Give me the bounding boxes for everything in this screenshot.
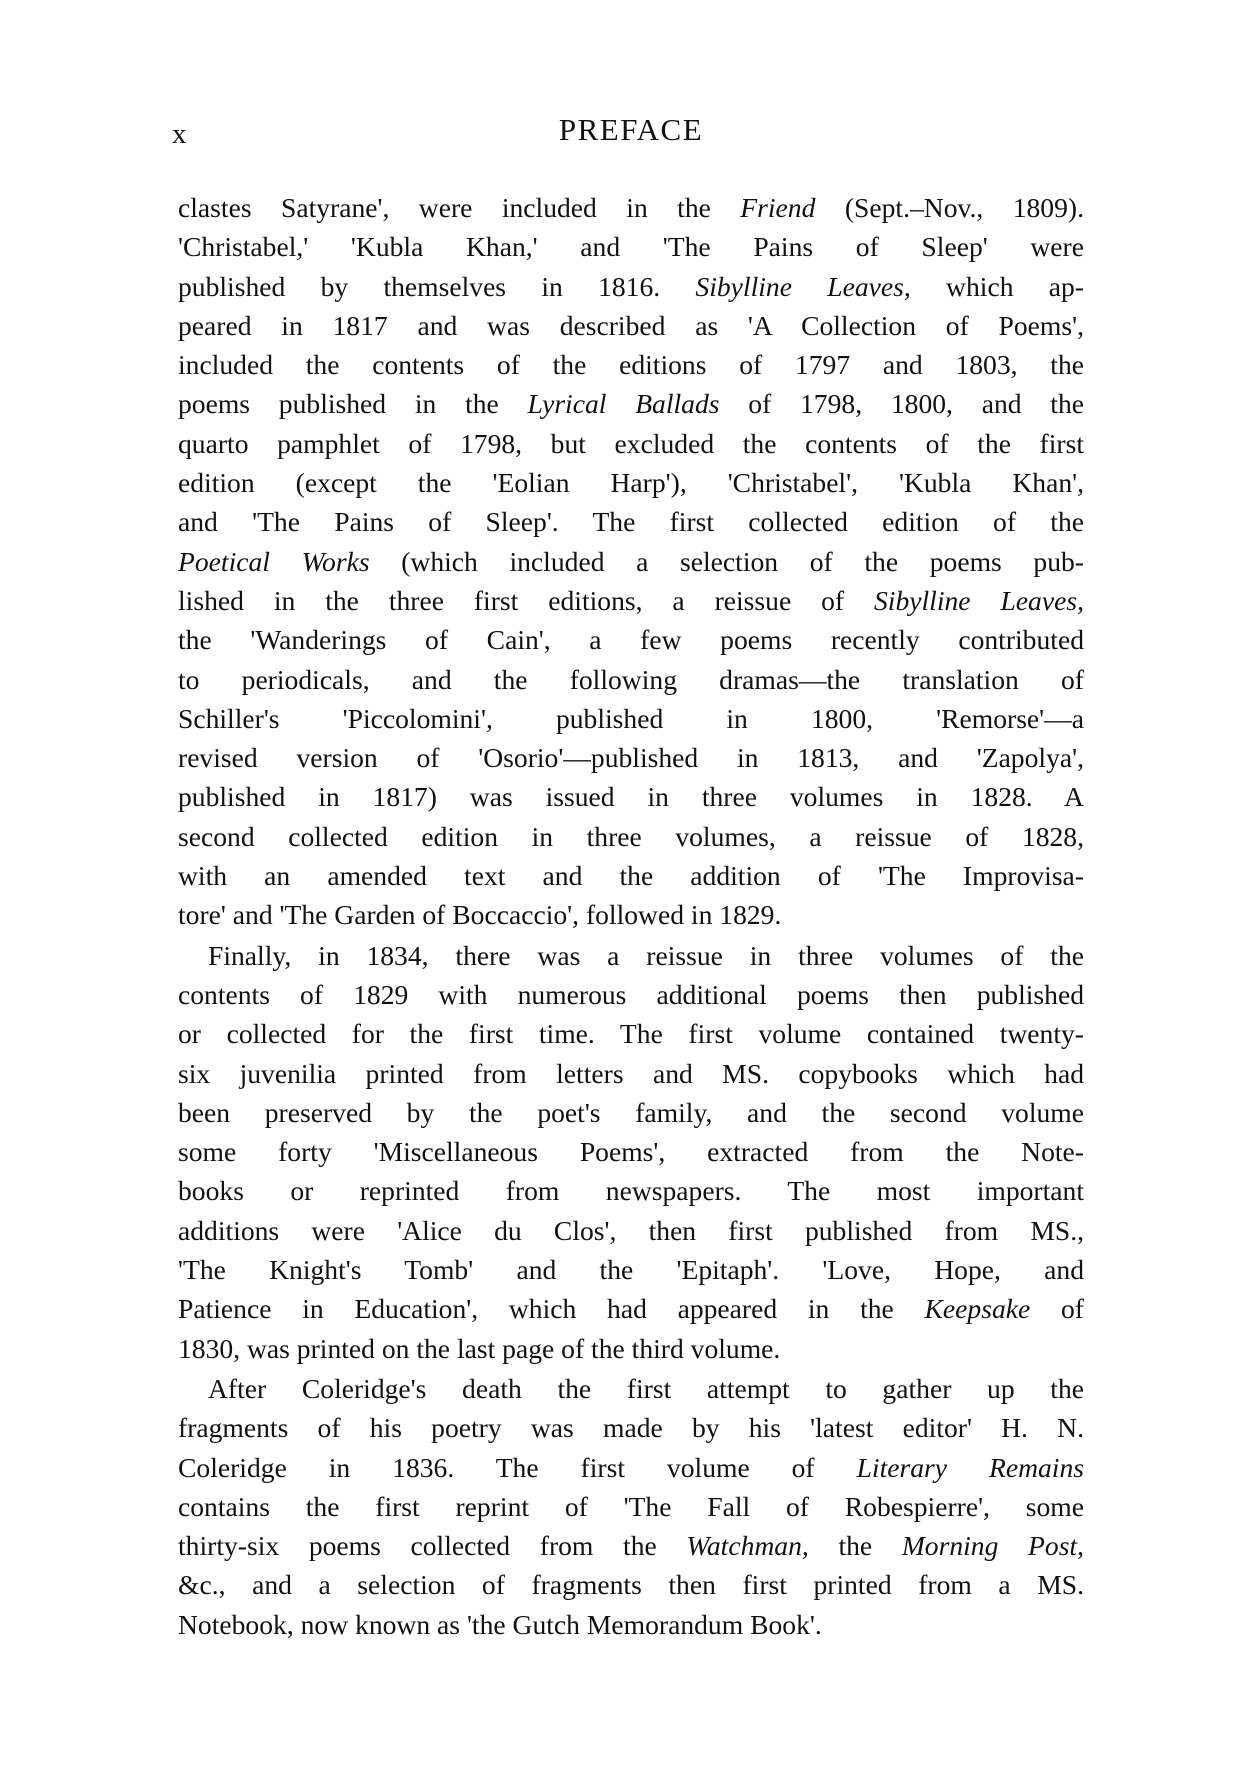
- text-run: poems published in the: [178, 388, 528, 420]
- text-run: additions were 'Alice du Clos', then first published from MS.,: [178, 1214, 1084, 1246]
- text-run: Schiller's 'Piccolomini', published in 1800, 'Remorse'—a: [178, 702, 1084, 734]
- paragraph: [178, 188, 1084, 935]
- text-line: [178, 620, 1084, 659]
- text-line: [178, 502, 1084, 541]
- text-line: [178, 463, 1084, 502]
- text-line: [178, 188, 1084, 227]
- italic-title: Literary Remains: [856, 1451, 1084, 1483]
- text-line: [178, 1289, 1084, 1328]
- text-line: [178, 1605, 1084, 1644]
- text-line: [178, 856, 1084, 895]
- text-line: [178, 1565, 1084, 1604]
- text-line: [178, 975, 1084, 1014]
- text-run: with an amended text and the addition of 'The Improvisa-: [178, 860, 1084, 892]
- book-page: [172, 112, 1084, 1644]
- preface-body: [178, 188, 1084, 1644]
- italic-title: Poetical Works: [178, 545, 370, 577]
- text-run: six juvenilia printed from letters and MS. copybooks which had: [178, 1057, 1084, 1089]
- text-line: [178, 1054, 1084, 1093]
- text-run: clastes Satyrane', were included in the: [178, 192, 741, 223]
- text-line: [178, 1014, 1084, 1053]
- text-line: [178, 660, 1084, 699]
- text-line: [178, 777, 1084, 816]
- text-line: [178, 1171, 1084, 1210]
- text-run: contains the first reprint of 'The Fall of Robespierre', some: [178, 1490, 1084, 1522]
- text-run: been preserved by the poet's family, and the second volume: [178, 1096, 1084, 1128]
- italic-title: Morning Post,: [901, 1530, 1084, 1562]
- text-run: Coleridge in 1836. The first volume of: [178, 1451, 857, 1483]
- text-run: which ap-: [910, 270, 1084, 302]
- text-line: [178, 1487, 1084, 1526]
- text-line: [178, 1408, 1084, 1447]
- text-run: edition (except the 'Eolian Harp'), 'Christabel', 'Kubla Khan',: [178, 467, 1084, 499]
- text-run: second collected edition in three volumes, a reissue of 1828,: [178, 820, 1084, 852]
- text-run: some forty 'Miscellaneous Poems', extracted from the Note-: [178, 1136, 1084, 1168]
- text-run: and 'The Pains of Sleep'. The first collected edition of the: [178, 506, 1084, 538]
- text-run: fragments of his poetry was made by his 'latest editor' H. N.: [178, 1412, 1084, 1444]
- text-run: published in 1817) was issued in three volumes in 1828. A: [178, 781, 1084, 813]
- text-line: [178, 895, 1084, 934]
- text-run: After Coleridge's death the first attempt to gather up the: [208, 1372, 1084, 1404]
- text-line: [178, 1526, 1084, 1565]
- text-run: peared in 1817 and was described as 'A Collection of Poems',: [178, 309, 1084, 341]
- text-run: 'The Knight's Tomb' and the 'Epitaph'. 'Love, Hope, and: [178, 1254, 1084, 1286]
- text-line: [178, 1250, 1084, 1289]
- text-line: [178, 1211, 1084, 1250]
- italic-title: Keepsake: [924, 1293, 1031, 1325]
- text-run: quarto pamphlet of 1798, but excluded the contents of the first: [178, 427, 1084, 459]
- italic-title: Watchman,: [686, 1530, 809, 1562]
- text-line: [178, 699, 1084, 738]
- page-number: x: [172, 118, 188, 150]
- text-run: contents of 1829 with numerous additional poems then published: [178, 978, 1084, 1010]
- text-line: [178, 227, 1084, 266]
- text-line: [178, 267, 1084, 306]
- text-line: [178, 1369, 1084, 1408]
- text-run: (which included a selection of the poems pub-: [369, 545, 1084, 577]
- paragraph: [178, 1369, 1084, 1644]
- text-run: Finally, in 1834, there was a reissue in three volumes of the: [208, 939, 1084, 971]
- text-line: [178, 424, 1084, 463]
- text-run: revised version of 'Osorio'—published in 1813, and 'Zapolya',: [178, 742, 1084, 774]
- text-run: of: [1030, 1293, 1084, 1325]
- text-run: &c., and a selection of fragments then first printed from a MS.: [178, 1569, 1084, 1601]
- italic-title: Friend: [740, 192, 816, 223]
- italic-title: Lyrical Ballads: [527, 388, 720, 420]
- text-run: included the contents of the editions of 1797 and 1803, the: [178, 349, 1084, 381]
- text-run: Patience in Education', which had appeared in the: [178, 1293, 925, 1325]
- italic-title: Sibylline Leaves,: [695, 270, 911, 302]
- text-line: [178, 936, 1084, 975]
- text-run: 'Christabel,' 'Kubla Khan,' and 'The Pains of Sleep' were: [178, 231, 1084, 263]
- text-run: 1830, was printed on the last page of the third volume.: [178, 1332, 781, 1364]
- italic-title: Sibylline Leaves,: [874, 584, 1084, 616]
- text-run: the: [808, 1530, 902, 1562]
- text-line: [178, 306, 1084, 345]
- text-line: [178, 1132, 1084, 1171]
- text-line: [178, 1093, 1084, 1132]
- text-line: [178, 581, 1084, 620]
- text-line: [178, 817, 1084, 856]
- page-header: [172, 112, 1084, 154]
- text-run: (Sept.–Nov., 1809).: [815, 192, 1084, 223]
- text-line: [178, 345, 1084, 384]
- text-run: books or reprinted from newspapers. The most important: [178, 1175, 1084, 1207]
- text-run: Notebook, now known as 'the Gutch Memorandum Book'.: [178, 1608, 822, 1640]
- paragraph: [178, 936, 1084, 1368]
- running-title: PREFACE: [558, 112, 704, 147]
- text-run: to periodicals, and the following dramas—the translation of: [178, 663, 1084, 695]
- text-line: [178, 542, 1084, 581]
- text-run: lished in the three first editions, a reissue of: [178, 584, 874, 616]
- text-run: published by themselves in 1816.: [178, 270, 696, 302]
- text-run: the 'Wanderings of Cain', a few poems recently contributed: [178, 624, 1084, 656]
- text-run: tore' and 'The Garden of Boccaccio', followed in 1829.: [178, 899, 782, 931]
- text-line: [178, 384, 1084, 423]
- text-line: [178, 1329, 1084, 1368]
- text-line: [178, 738, 1084, 777]
- text-run: or collected for the first time. The first volume contained twenty-: [178, 1018, 1084, 1050]
- text-run: of 1798, 1800, and the: [719, 388, 1084, 420]
- text-run: thirty-six poems collected from the: [178, 1530, 687, 1562]
- text-line: [178, 1448, 1084, 1487]
